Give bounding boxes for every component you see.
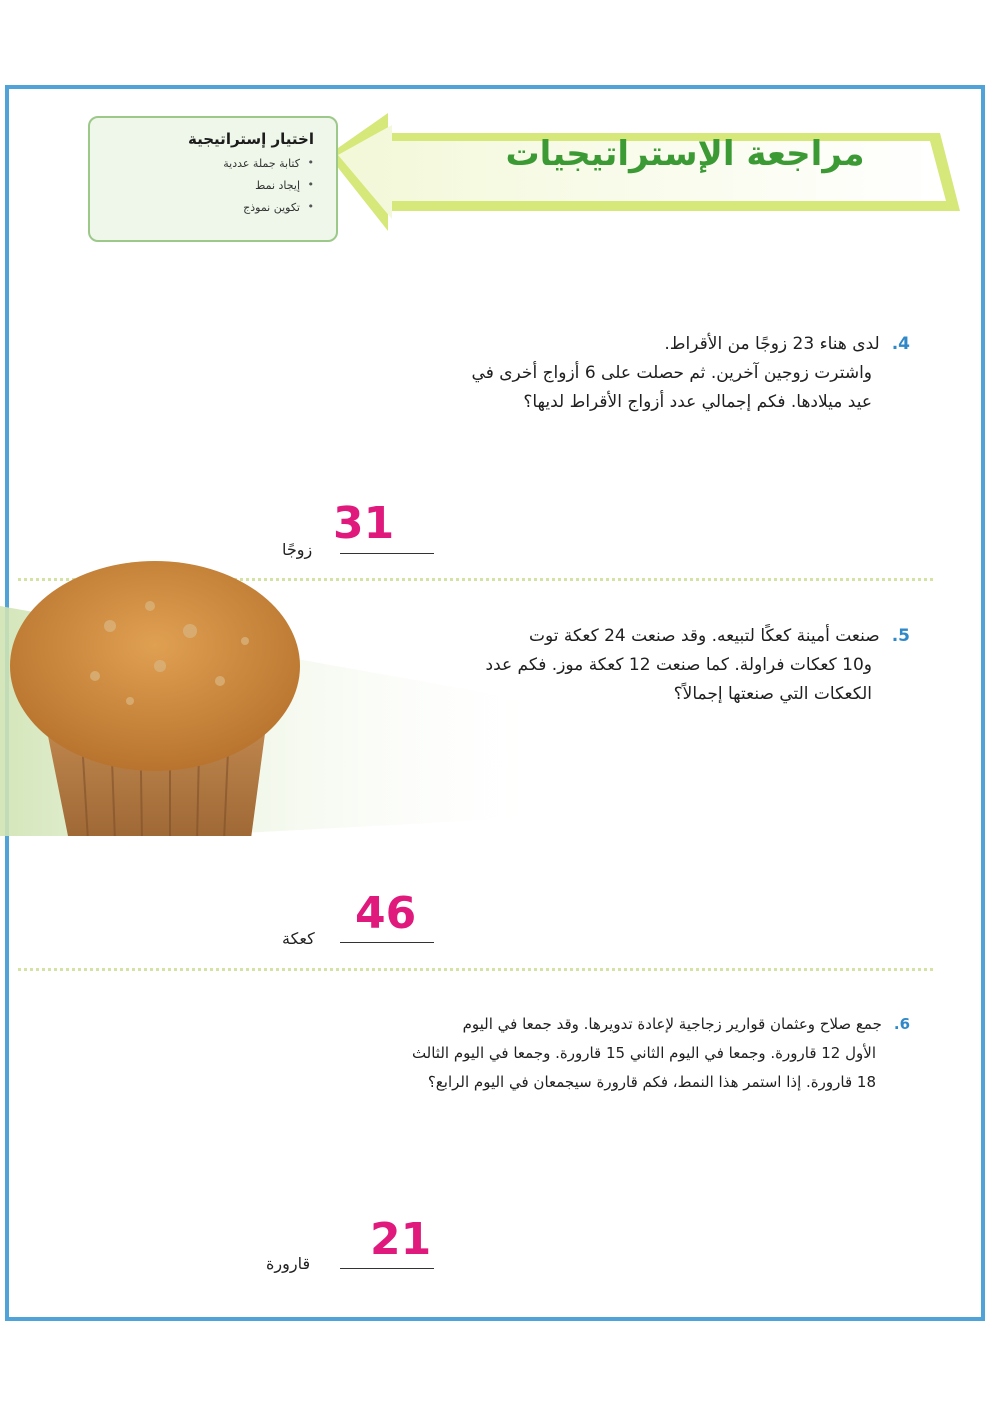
problem-line: واشترت زوجين آخرين. ثم حصلت على 6 أزواج أخرى في [471,363,872,383]
answer-unit: كعكة [282,929,315,948]
strategy-title: اختيار إستراتيجية [188,130,314,148]
problem-line: عيد ميلادها. فكم إجمالي عدد أزواج الأقراط لديها؟ [523,392,872,412]
problem-line: 18 قارورة. إذا استمر هذا النمط، فكم قارورة سيجمعان في اليوم الرابع؟ [427,1073,876,1091]
answer-value: 46 [355,888,417,939]
banner-arrow [320,103,960,283]
answer-unit: زوجًا [282,540,313,559]
strategy-box [88,116,338,242]
answer-value: 31 [333,498,395,549]
answer-value: 21 [370,1214,432,1265]
problem-line: و10 كعكات فراولة. كما صنعت 12 كعكة موز. فكم عدد [485,655,872,675]
banner-title: مراجعة الإستراتيجيات [505,134,865,174]
answer-line[interactable] [340,942,434,943]
problem-line: 6.جمع صلاح وعثمان قوارير زجاجية لإعادة تدويرها. وقد جمعا في اليوم [462,1015,910,1033]
strategy-item: • كتابة جملة عددية [104,157,314,170]
strategy-list [104,157,314,214]
problem-number: 5. [891,626,910,646]
section-divider [18,968,933,971]
problem-number: 4. [891,334,910,354]
answer-unit: قارورة [266,1254,311,1273]
problem-4 [290,330,910,417]
problem-line: 5.صنعت أمينة كعكًا لتبيعه. وقد صنعت 24 كعكة توت [528,626,910,646]
problem-line: 4.لدى هناء 23 زوجًا من الأقراط. [664,334,910,354]
strategy-item: • تكوين نموذج [104,201,314,214]
answer-line[interactable] [340,1268,434,1269]
problem-5 [300,622,910,709]
problem-line: الكعكات التي صنعتها إجمالاً؟ [673,684,872,704]
problem-6 [230,1010,910,1097]
problem-line: الأول 12 قارورة. وجمعا في اليوم الثاني 15 قارورة. وجمعا في اليوم الثالث [411,1044,876,1062]
problem-number: 6. [893,1015,910,1033]
strategy-item: • إيجاد نمط [104,179,314,192]
